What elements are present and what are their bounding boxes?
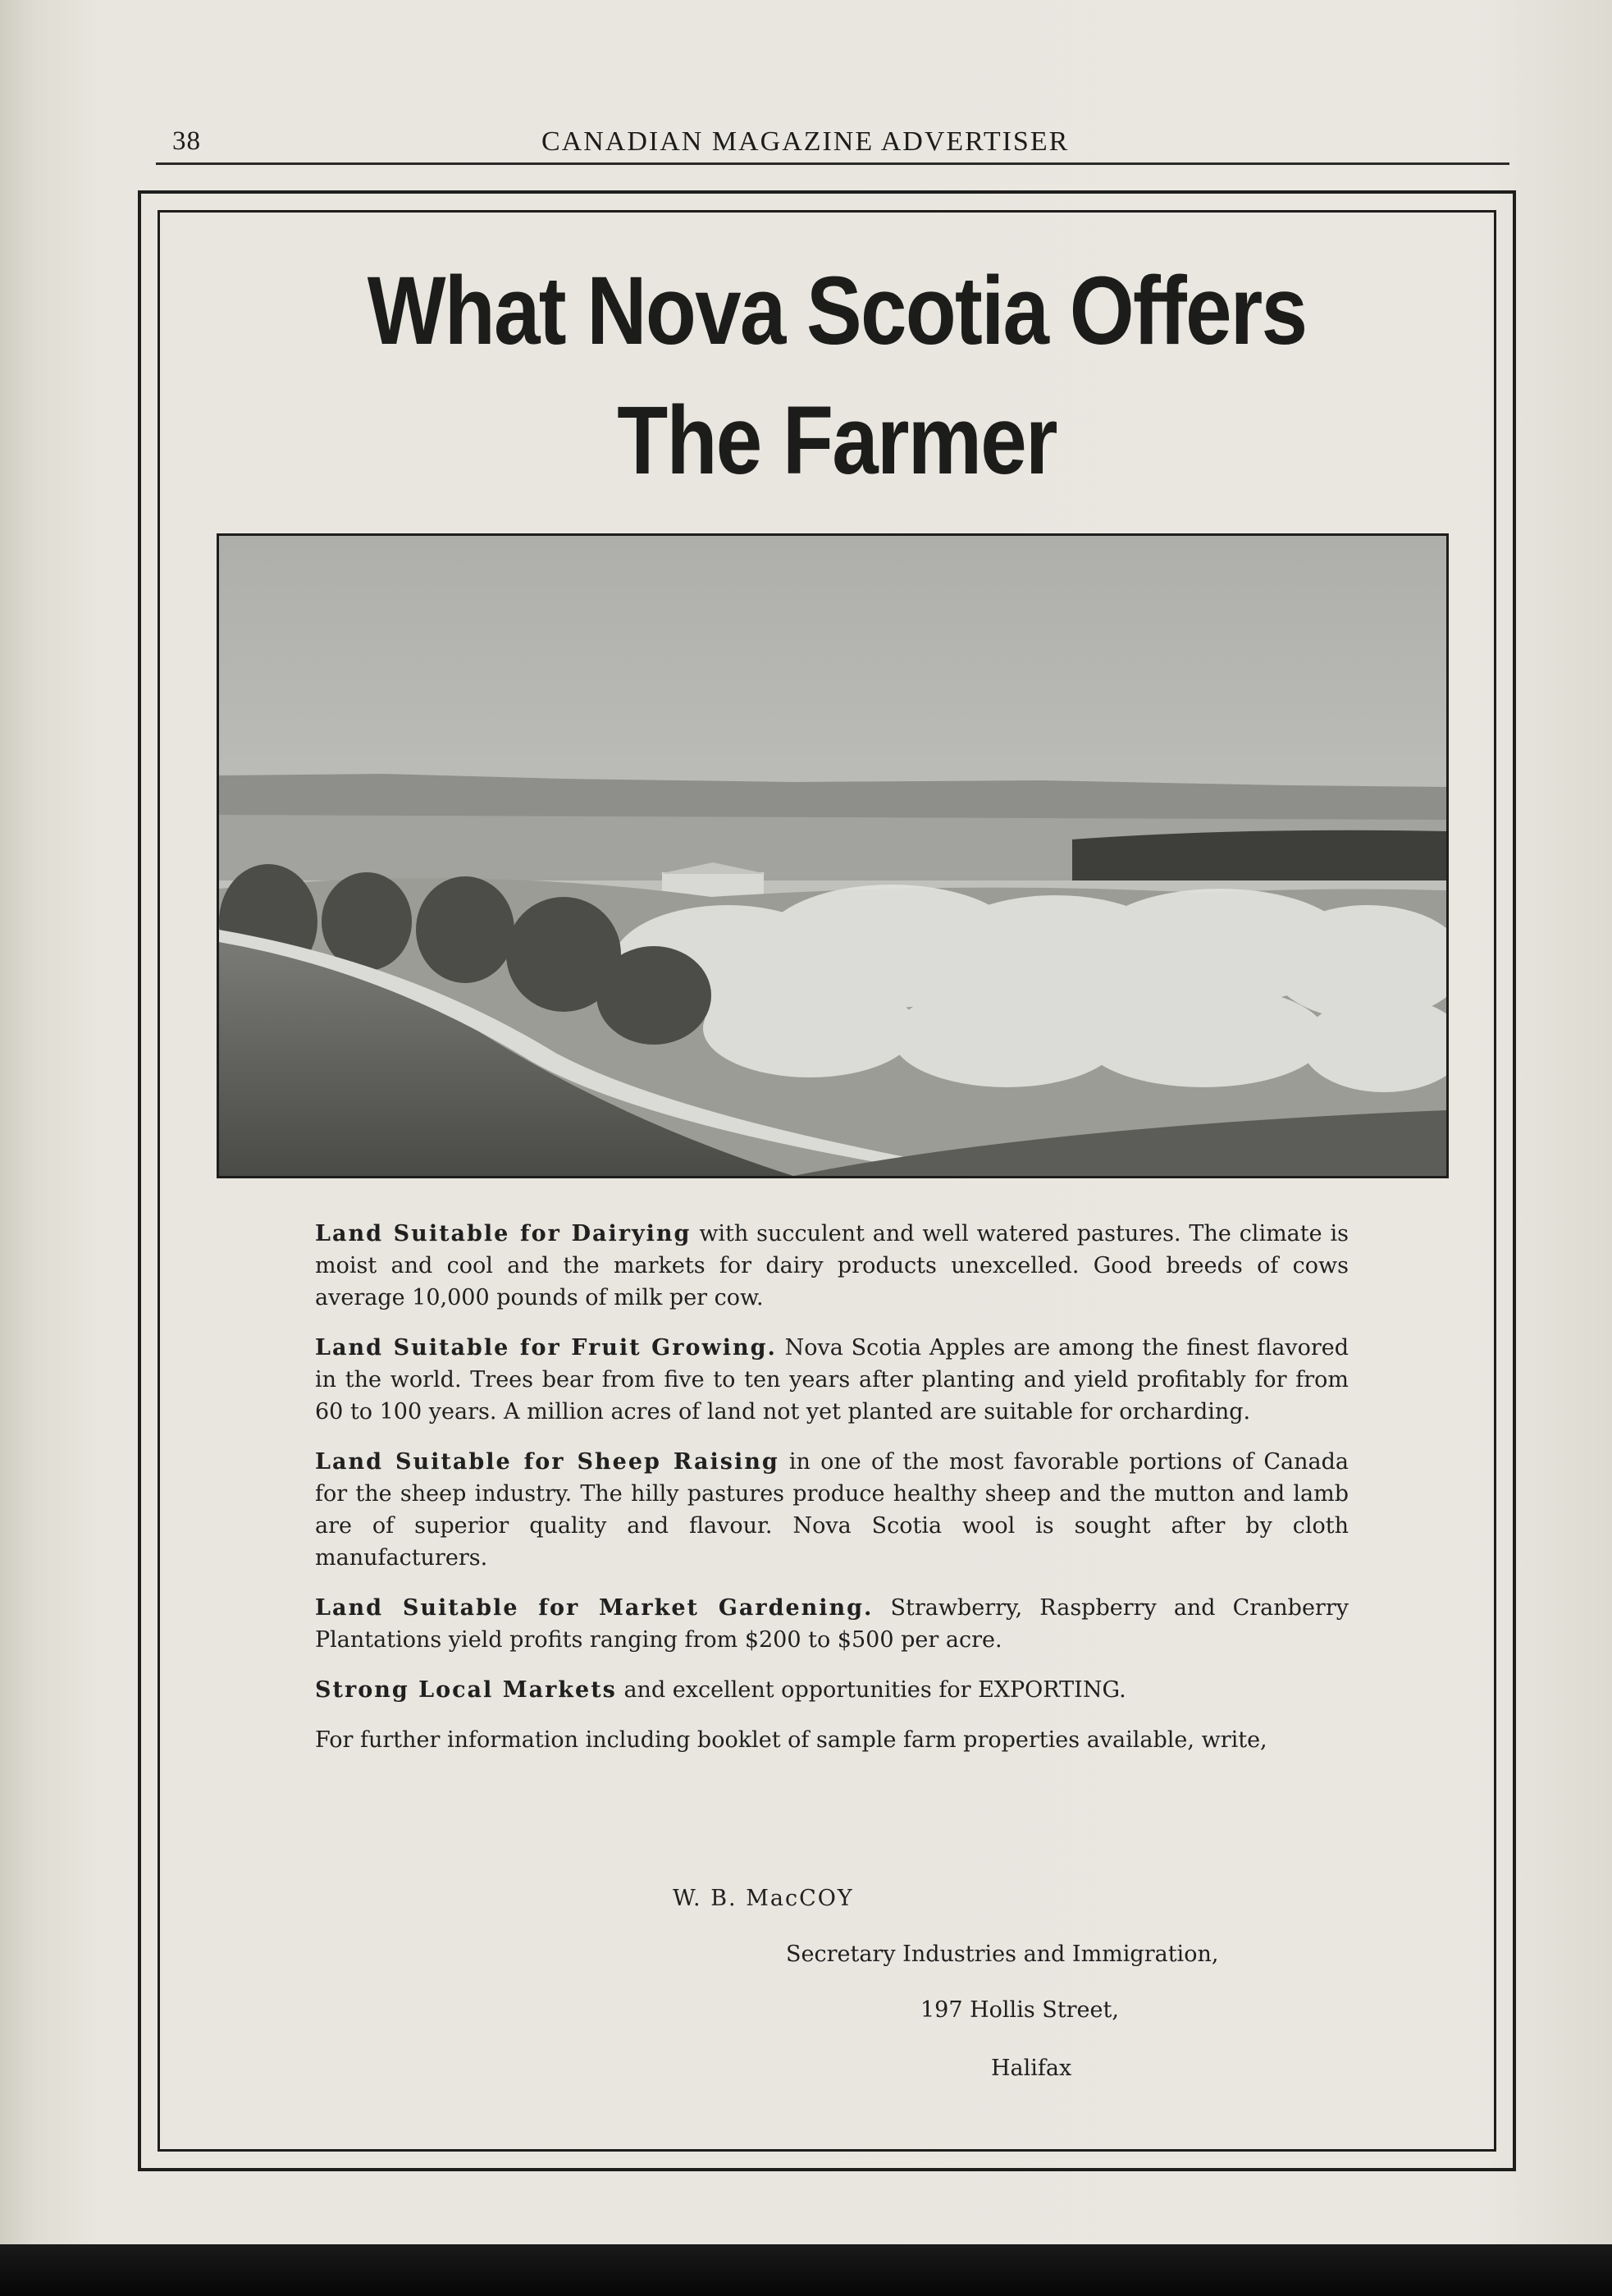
paragraph-text: and excellent opportunities for EXPORTING. [616, 1677, 1126, 1703]
page-number: 38 [172, 126, 201, 156]
signature-name: W. B. MacCOY [673, 1886, 854, 1911]
headline-line-1: What Nova Scotia Offers [367, 257, 1307, 365]
paragraph-text: with succulent and well watered pastures. The climate is moist and cool and the markets for dairy products unexcelled. Good breeds of cows average 10,000 pounds of milk per cow. [315, 1221, 1349, 1310]
paragraph-text: Strawberry, Raspberry and Cranberry Plantations yield profits ranging from $200 to $500 per acre. [315, 1595, 1349, 1653]
header-rule [156, 162, 1509, 165]
ad-body-text [315, 1218, 1349, 1774]
page-header [156, 123, 1509, 172]
headline-line-2: The Farmer [617, 386, 1057, 495]
paragraph-text: For further information including booklet of sample farm properties available, write, [315, 1727, 1267, 1753]
paragraph-lead: Land Suitable for Sheep Raising [315, 1449, 779, 1475]
paragraph-dairying [315, 1218, 1349, 1314]
signature-title: Secretary Industries and Immigration, [786, 1942, 1219, 1967]
scan-bottom-edge [0, 2244, 1612, 2296]
paragraph-lead: Land Suitable for Fruit Growing. [315, 1335, 777, 1361]
paragraph-text: Nova Scotia Apples are among the finest flavored in the world. Trees bear from five to ten years after planting and yield profitably for from 60 to 100 years. A million acres of land not yet planted are suitable for orcharding. [315, 1335, 1349, 1425]
paragraph-market-gardening [315, 1592, 1349, 1656]
orchard-landscape-illustration [219, 536, 1446, 1176]
paragraph-further-information [315, 1724, 1349, 1756]
paragraph-sheep-raising [315, 1446, 1349, 1574]
signature-street: 197 Hollis Street, [920, 1997, 1119, 2023]
signature-city: Halifax [991, 2056, 1072, 2081]
running-title: CANADIAN MAGAZINE ADVERTISER [541, 126, 1070, 157]
ad-headline [300, 246, 1372, 505]
paragraph-text: in one of the most favorable portions of Canada for the sheep industry. The hilly pastures produce healthy sheep and the mutton and lamb are of superior quality and flavour. Nova Scotia wool is sought after by cloth manufacturers. [315, 1449, 1349, 1571]
paragraph-local-markets [315, 1674, 1349, 1706]
paragraph-lead: Land Suitable for Market Gardening. [315, 1595, 874, 1621]
paragraph-lead: Strong Local Markets [315, 1677, 617, 1703]
orchard-landscape-photo [217, 533, 1449, 1178]
paragraph-lead: Land Suitable for Dairying [315, 1221, 692, 1246]
paragraph-fruit-growing [315, 1332, 1349, 1428]
